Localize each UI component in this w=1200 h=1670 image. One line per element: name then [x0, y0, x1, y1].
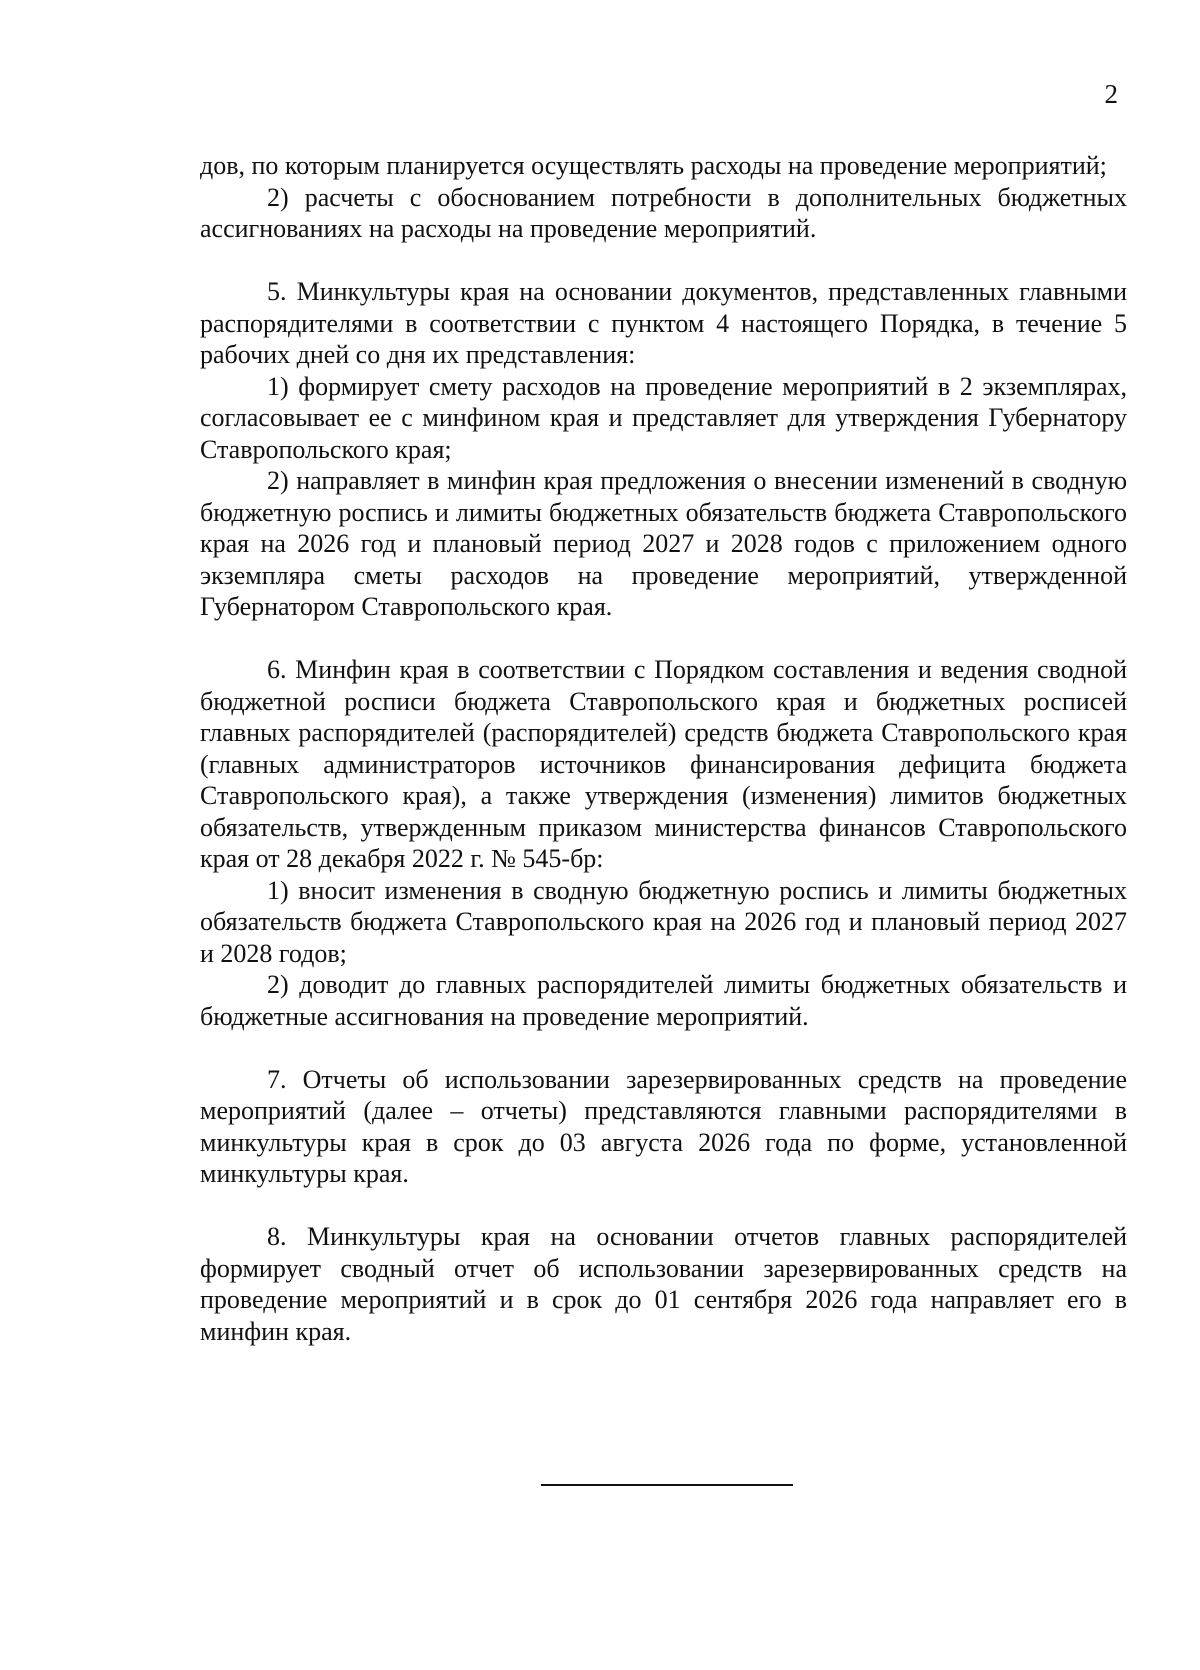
paragraph-item-6-2: 2) доводит до главных распорядителей лимиты бюджетных обязательств и бюджетные ассигнования на проведение мероприятий. — [200, 970, 1127, 1031]
paragraph-continuation: дов, по которым планируется осуществлять расходы на проведение мероприятий; — [200, 151, 1107, 180]
paragraph-item-6-1: 1) вносит изменения в сводную бюджетную роспись и лимиты бюджетных обязательств бюджета Ставропольского края на 2026 год и плановый период 2027 и 2028 годов; — [200, 875, 1127, 968]
document-body — [200, 150, 1127, 1347]
end-of-document-rule — [541, 1484, 793, 1486]
paragraph-section-7: 7. Отчеты об использовании зарезервированных средств на проведение мероприятий (далее – отчеты) представляются главными распорядителями в минкультуры края в срок до 03 августа 2026 года по форме, установленной минкультуры края. — [200, 1064, 1127, 1188]
paragraph-section-8: 8. Минкультуры края на основании отчетов главных распорядителей формирует сводный отчет об использовании зарезервированных средств на проведение мероприятий и в срок до 01 сентября 2026 года направляет его в минфин края. — [200, 1222, 1127, 1346]
paragraph-section-6: 6. Минфин края в соответствии с Порядком составления и ведения сводной бюджетной росписи бюджета Ставропольского края и бюджетных росписей главных распорядителей (распорядителей) средств бюджета Ставропольского края (главных администраторов источников финансирования дефицита бюджета Ставропольского края), а также утверждения (изменения) лимитов бюджетных обязательств, утвержденным приказом министерства финансов Ставропольского края от 28 декабря 2022 г. № 545-бр: — [200, 655, 1127, 873]
paragraph-item-5-2: 2) направляет в минфин края предложения о внесении изменений в сводную бюджетную роспись и лимиты бюджетных обязательств бюджета Ставропольского края на 2026 год и плановый период 2027 и 2028 годов с приложением одного экземпляра сметы расходов на проведение мероприятий, утвержденной Губернатором Ставропольского края. — [200, 466, 1127, 621]
page-number: 2 — [1104, 79, 1118, 109]
paragraph-item-4-2: 2) расчеты с обоснованием потребности в дополнительных бюджетных ассигнованиях на расходы на проведение мероприятий. — [200, 182, 1127, 243]
paragraph-item-5-1: 1) формирует смету расходов на проведение мероприятий в 2 экземплярах, согласовывает ее с минфином края и представляет для утверждения Губернатору Ставропольского края; — [200, 371, 1127, 464]
paragraph-section-5: 5. Минкультуры края на основании документов, представленных главными распорядителями в соответствии с пунктом 4 настоящего Порядка, в течение 5 рабочих дней со дня их представления: — [200, 277, 1127, 369]
